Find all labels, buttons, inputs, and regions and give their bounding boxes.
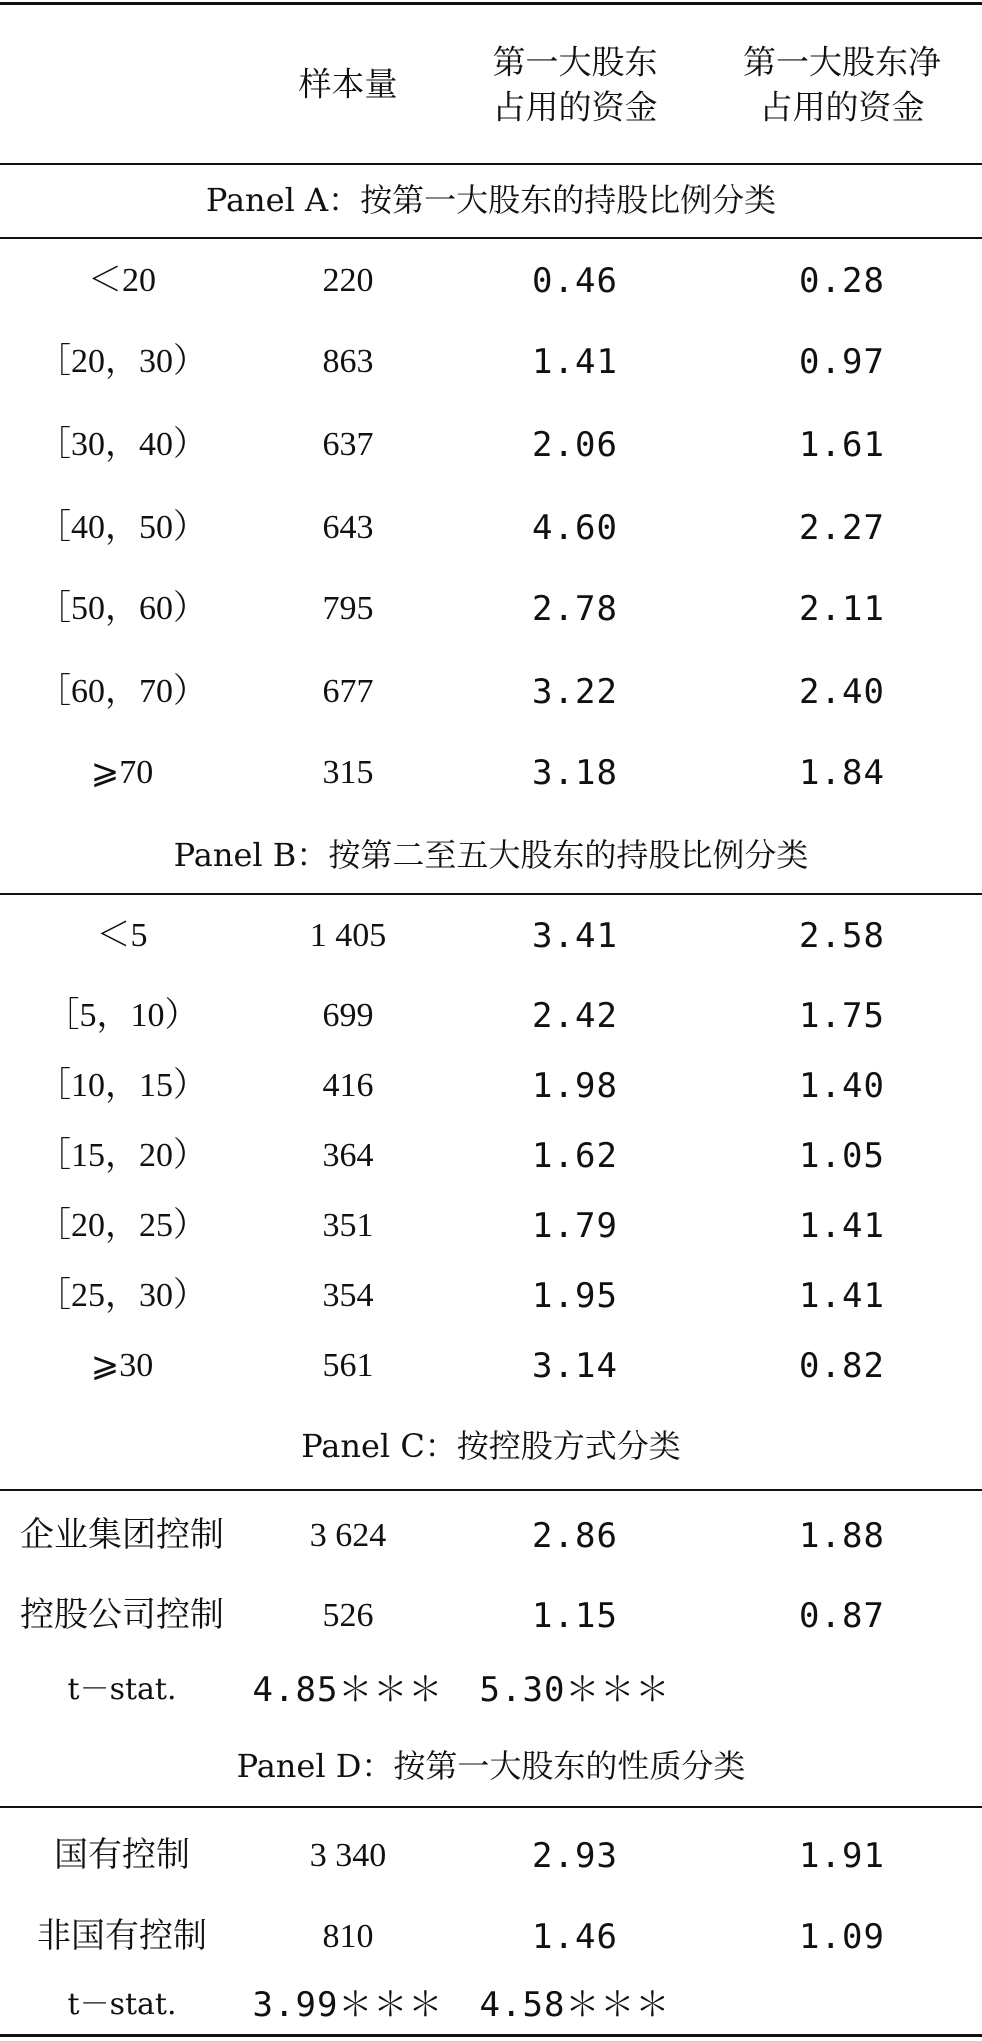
row-net-funds: 1.75: [799, 996, 885, 1036]
row-sample-size: 637: [322, 426, 374, 463]
row-funds: 2.42: [532, 996, 618, 1036]
row-net-funds: 2.58: [799, 916, 885, 956]
row-net-funds: 2.27: [799, 508, 885, 548]
header-col3-line1: 第一大股东净: [743, 42, 941, 82]
panel-d-title: Panel D：按第一大股东的性质分类: [236, 1747, 746, 1785]
tstat-label: t－stat.: [67, 1987, 177, 2022]
row-label: 企业集团控制: [20, 1517, 224, 1554]
row-sample-size: 315: [322, 754, 374, 791]
header-bottom-rule: [0, 163, 982, 165]
row-net-funds: 0.97: [799, 342, 885, 382]
row-funds: 2.86: [532, 1516, 618, 1556]
row-funds: 1.62: [532, 1136, 618, 1176]
row-label: ［20，25）: [37, 1207, 207, 1244]
row-sample-size: 699: [322, 997, 374, 1034]
row-funds: 3.14: [532, 1346, 618, 1386]
row-net-funds: 0.87: [799, 1596, 885, 1636]
row-sample-size: 220: [322, 262, 374, 299]
row-funds: 3.18: [532, 753, 618, 793]
table-top-rule: [0, 2, 982, 5]
row-sample-size: 3 624: [309, 1517, 387, 1554]
panel-c-title: Panel C：按控股方式分类: [301, 1427, 681, 1465]
row-sample-size: 810: [322, 1918, 374, 1955]
row-label: ［60，70）: [37, 673, 207, 710]
row-funds: 1.98: [532, 1066, 618, 1106]
header-first-holder-funds: [493, 40, 658, 129]
row-funds: 2.78: [532, 589, 618, 629]
row-sample-size: 526: [322, 1597, 374, 1634]
row-net-funds: 1.09: [799, 1917, 885, 1957]
row-label: ［10，15）: [37, 1067, 207, 1104]
row-net-funds: 2.11: [799, 589, 885, 629]
row-net-funds: 2.40: [799, 672, 885, 712]
row-net-funds: 1.61: [799, 425, 885, 465]
row-label: ⩾70: [90, 754, 154, 791]
row-funds: 2.93: [532, 1836, 618, 1876]
row-sample-size: 795: [322, 590, 374, 627]
row-net-funds: 1.84: [799, 753, 885, 793]
row-label: ＜20: [88, 262, 156, 299]
row-label: ⩾30: [90, 1347, 154, 1384]
header-first-holder-net-funds: [743, 40, 941, 129]
panel-c-rule: [0, 1489, 982, 1491]
row-net-funds: 1.91: [799, 1836, 885, 1876]
row-funds: 1.46: [532, 1917, 618, 1957]
row-sample-size: 364: [322, 1137, 374, 1174]
row-sample-size: 354: [322, 1277, 374, 1314]
row-sample-size: 863: [322, 343, 374, 380]
row-label: ［50，60）: [37, 590, 207, 627]
row-label: ［25，30）: [37, 1277, 207, 1314]
table-bottom-rule: [0, 2034, 982, 2037]
tstat-value-net-funds: 4.58＊＊＊: [479, 1985, 671, 2025]
panel-b-title: Panel B：按第二至五大股东的持股比例分类: [173, 836, 809, 874]
row-funds: 1.15: [532, 1596, 618, 1636]
row-funds: 1.79: [532, 1206, 618, 1246]
header-col2-line1: 第一大股东: [492, 42, 658, 82]
tstat-value-funds: 4.85＊＊＊: [252, 1670, 444, 1710]
row-sample-size: 3 340: [309, 1837, 387, 1874]
panel-d-rule: [0, 1806, 982, 1808]
row-net-funds: 0.82: [799, 1346, 885, 1386]
row-label: ［20，30）: [37, 343, 207, 380]
row-net-funds: 0.28: [799, 261, 885, 301]
row-sample-size: 351: [322, 1207, 374, 1244]
row-funds: 1.41: [532, 342, 618, 382]
row-label: ［5，10）: [45, 997, 199, 1034]
row-net-funds: 1.41: [799, 1206, 885, 1246]
header-col3-line2: 占用的资金: [759, 87, 925, 126]
row-sample-size: 643: [322, 509, 374, 546]
tstat-value-funds: 3.99＊＊＊: [252, 1985, 444, 2025]
row-funds: 1.95: [532, 1276, 618, 1316]
row-funds: 0.46: [532, 261, 618, 301]
row-label: 非国有控制: [37, 1918, 207, 1955]
row-sample-size: 677: [322, 673, 374, 710]
row-label: 国有控制: [54, 1837, 190, 1874]
row-funds: 3.41: [532, 916, 618, 956]
row-label: ［15，20）: [37, 1137, 207, 1174]
row-label: ＜5: [96, 917, 148, 954]
row-funds: 4.60: [532, 508, 618, 548]
row-label: ［40，50）: [37, 509, 207, 546]
header-col2-line2: 占用的资金: [492, 87, 658, 126]
tstat-value-net-funds: 5.30＊＊＊: [479, 1670, 671, 1710]
row-sample-size: 1 405: [309, 917, 387, 954]
row-label: ［30，40）: [37, 426, 207, 463]
row-net-funds: 1.05: [799, 1136, 885, 1176]
row-label: 控股公司控制: [20, 1597, 224, 1634]
row-sample-size: 561: [322, 1347, 374, 1384]
row-funds: 3.22: [532, 672, 618, 712]
header-sample-size: 样本量: [298, 64, 398, 104]
row-net-funds: 1.88: [799, 1516, 885, 1556]
tstat-label: t－stat.: [67, 1672, 177, 1707]
panel-b-rule: [0, 893, 982, 895]
panel-a-rule: [0, 237, 982, 239]
panel-a-title: Panel A：按第一大股东的持股比例分类: [205, 181, 777, 219]
row-sample-size: 416: [322, 1067, 374, 1104]
row-net-funds: 1.40: [799, 1066, 885, 1106]
row-funds: 2.06: [532, 425, 618, 465]
row-net-funds: 1.41: [799, 1276, 885, 1316]
